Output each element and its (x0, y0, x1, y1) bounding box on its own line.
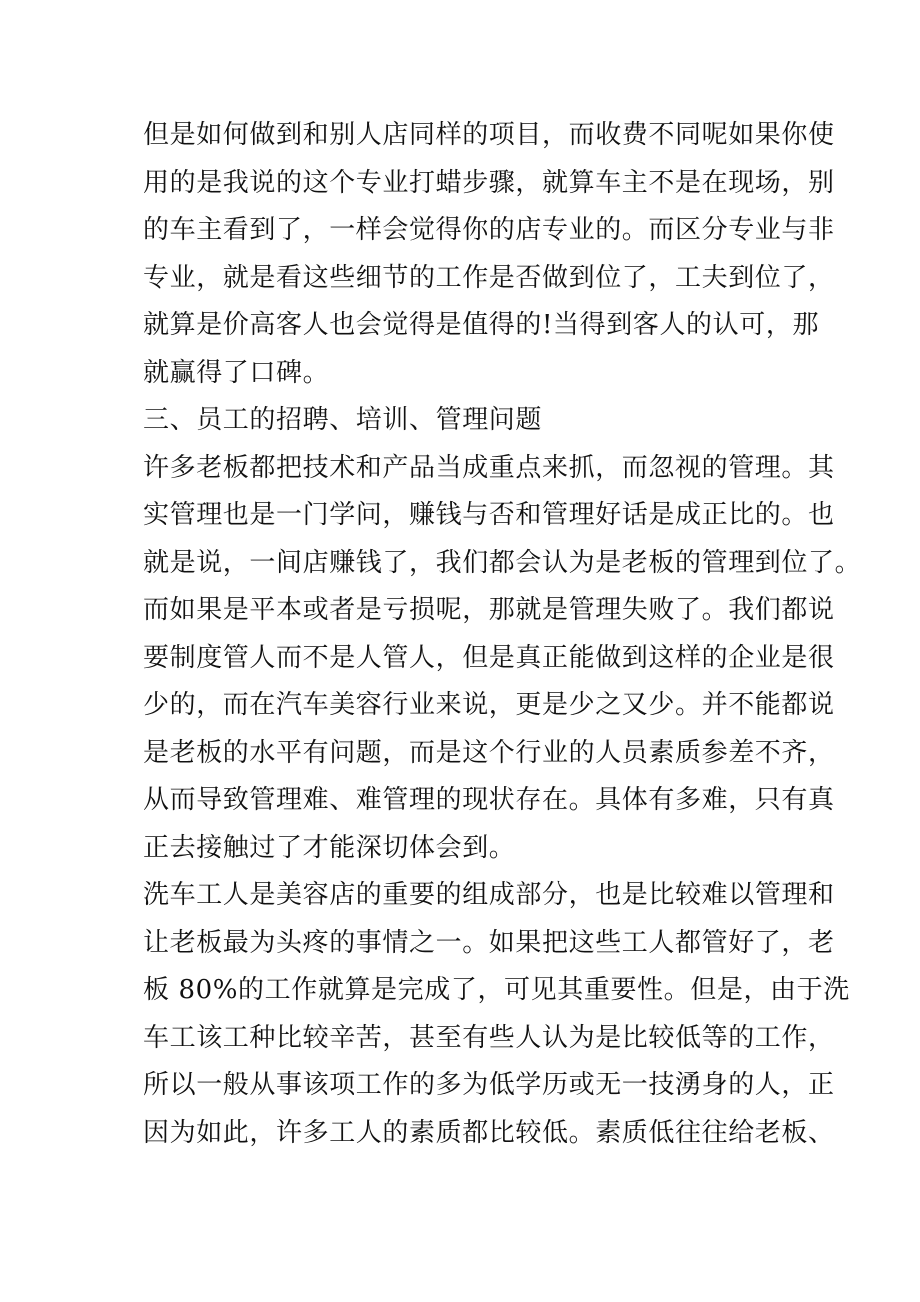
text-line: 专业，就是看这些细节的工作是否做到位了，工夫到位了， (143, 262, 835, 293)
text-line: 让老板最为头疼的事情之一。如果把这些工人都管好了，老 (143, 927, 835, 958)
text-line: 而如果是平本或者是亏损呢，那就是管理失败了。我们都说 (143, 595, 835, 625)
text-line: 用的是我说的这个专业打蜡步骤，就算车主不是在现场，别 (143, 167, 835, 198)
text-line: 就是说，一间店赚钱了，我们都会认为是老板的管理到位了。 (143, 547, 862, 578)
text-line: 但是如何做到和别人店同样的项目，而收费不同呢如果你使 (143, 120, 835, 150)
text-line: 车工该工种比较辛苦，甚至有些人认为是比较低等的工作， (143, 1022, 835, 1053)
text-line: 就赢得了口碑。 (143, 357, 330, 388)
body-text (143, 112, 862, 1157)
text-line: 所以一般从事该项工作的多为低学历或无一技湧身的人，正 (143, 1070, 835, 1100)
text-line: 实管理也是一门学问，赚钱与否和管理好话是成正比的。也 (143, 500, 835, 530)
text-line: 从而导致管理难、难管理的现状存在。具体有多难，只有真 (143, 785, 835, 815)
text-line: 正去接触过了才能深切体会到。 (143, 832, 516, 863)
text-line: 因为如此，许多工人的素质都比较低。素质低往往给老板、 (143, 1117, 835, 1148)
text-line: 洗车工人是美容店的重要的组成部分，也是比较难以管理和 (143, 880, 835, 910)
section-heading: 三、员工的招聘、培训、管理问题 (143, 405, 543, 435)
text-line: 要制度管人而不是人管人，但是真正能做到这样的企业是很 (143, 642, 835, 673)
text-line: 板 80%的工作就算是完成了，可见其重要性。但是，由于洗 (143, 975, 850, 1005)
text-line: 是老板的水平有问题，而是这个行业的人员素质参差不齐， (143, 737, 835, 768)
text-line: 的车主看到了，一样会觉得你的店专业的。而区分专业与非 (143, 215, 835, 245)
text-line: 少的，而在汽车美容行业来说，更是少之又少。并不能都说 (143, 690, 835, 720)
text-line: 就算是价高客人也会觉得是值得的!当得到客人的认可，那 (143, 310, 820, 340)
text-line: 许多老板都把技术和产品当成重点来抓，而忽视的管理。其 (143, 452, 835, 483)
